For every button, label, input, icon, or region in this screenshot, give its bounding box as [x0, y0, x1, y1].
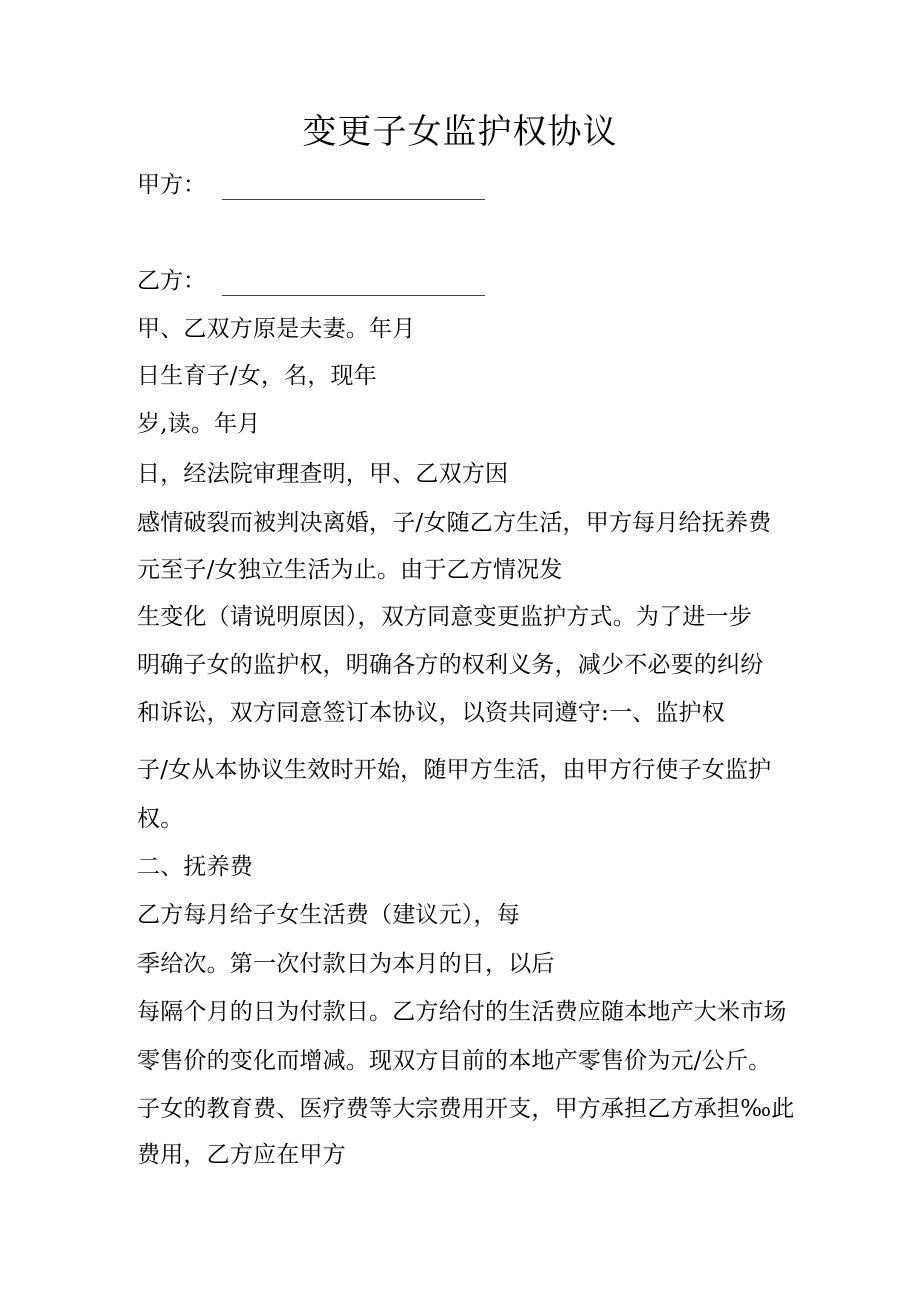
body-line-10: 子/女从本协议生效时开始，随甲方生活，由甲方行使子女监护	[137, 757, 772, 783]
section-heading-alimony: 二、抚养费	[137, 854, 253, 880]
body-line-15: 每隔个月的日为付款日。乙方给付的生活费应随本地产大米市场	[137, 999, 787, 1025]
body-line-3: 岁,读。年月	[137, 411, 261, 437]
party-a-blank-line	[222, 178, 485, 200]
body-line-18: 费用，乙方应在甲方	[137, 1142, 346, 1168]
party-a-label: 甲方：	[137, 172, 206, 198]
party-b-blank-line	[222, 274, 485, 296]
party-b-field	[137, 266, 485, 296]
body-line-2: 日生育子/女，名，现年	[137, 363, 377, 389]
body-line-5: 感情破裂而被判决离婚，子/女随乙方生活，甲方每月给抚养费	[137, 510, 772, 536]
body-line-14: 季给次。第一次付款日为本月的日，以后	[137, 951, 555, 977]
body-line-17: 子女的教育费、医疗费等大宗费用开支，甲方承担乙方承担‰此	[137, 1096, 795, 1122]
body-line-11: 权。	[137, 806, 184, 832]
body-line-8: 明确子女的监护权，明确各方的权利义务，减少不必要的纠纷	[137, 652, 764, 678]
body-line-7: 生变化（请说明原因），双方同意变更监护方式。为了进一步	[137, 604, 752, 630]
body-line-6: 元至子/女独立生活为止。由于乙方情况发	[137, 557, 563, 583]
body-line-16: 零售价的变化而增减。现双方目前的本地产零售价为元/公斤。	[137, 1048, 772, 1074]
body-line-13: 乙方每月给子女生活费（建议元），每	[137, 902, 520, 928]
party-b-label: 乙方：	[137, 268, 206, 294]
body-line-9: 和诉讼，双方同意签订本协议，以资共同遵守:一、监护权	[137, 700, 725, 726]
body-line-1: 甲、乙双方原是夫妻。年月	[137, 316, 416, 342]
document-title: 变更子女监护权协议	[302, 112, 618, 152]
body-line-4: 日，经法院审理查明，甲、乙双方因	[137, 461, 509, 487]
party-a-field	[137, 170, 485, 200]
